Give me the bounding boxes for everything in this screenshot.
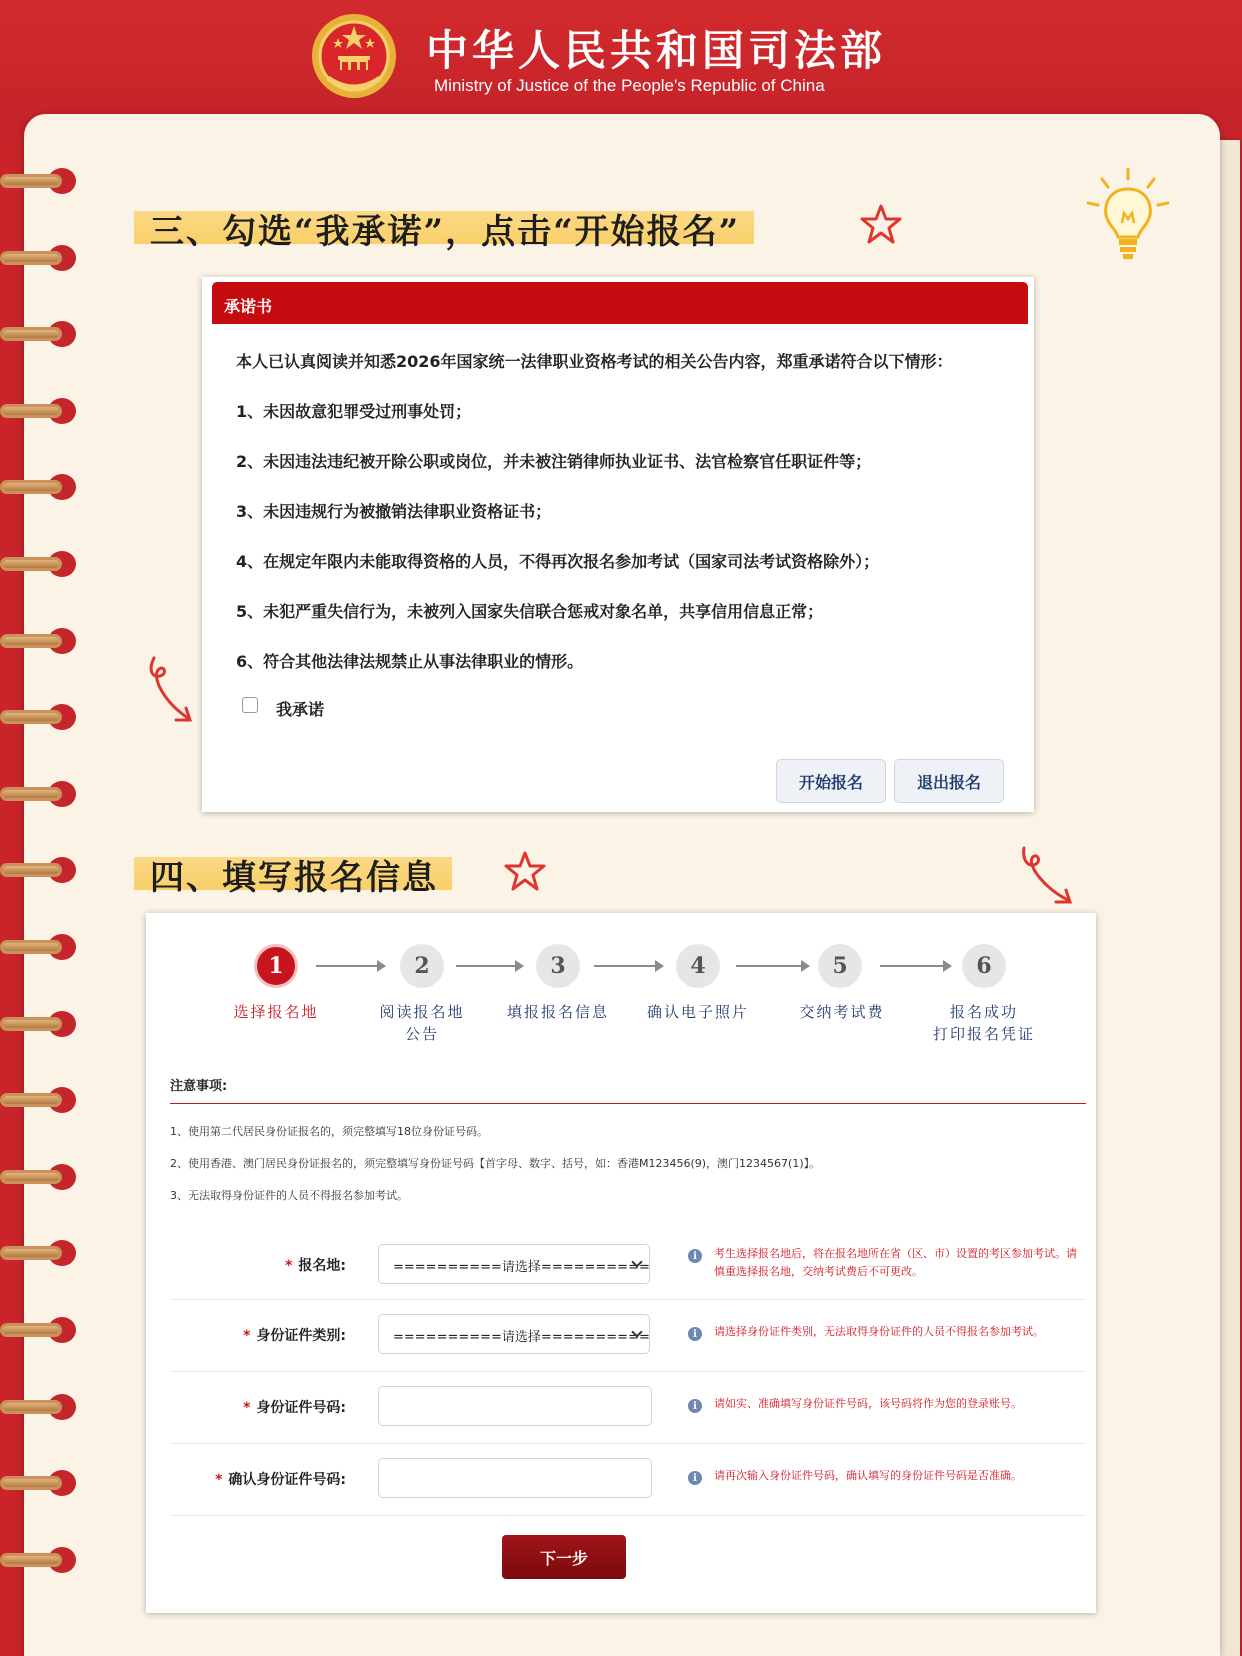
spiral-ring xyxy=(0,626,80,656)
step-4-label: 确认电子照片 xyxy=(646,1003,749,1021)
step-6-label: 报名成功 打印报名凭证 xyxy=(932,1003,1035,1043)
id-number-input[interactable] xyxy=(378,1386,652,1426)
registration-place-select[interactable]: ==========请选择========== xyxy=(378,1244,650,1284)
step-5-circle: 5 xyxy=(818,944,862,988)
curly-arrow-icon xyxy=(146,654,198,730)
registration-place-hint: 考生选择报名地后，将在报名地所在省（区、市）设置的考区参加考试。请慎重选择报名地，交纳考试费后不可更改。 xyxy=(714,1247,1077,1278)
id-number-hint: 请如实、准确填写身份证件号码，该号码将作为您的登录账号。 xyxy=(714,1397,1022,1410)
spiral-ring xyxy=(0,1162,80,1192)
id-type-select[interactable]: ==========请选择========== xyxy=(378,1314,650,1354)
row-divider xyxy=(170,1515,1086,1516)
notice-title: 注意事项: xyxy=(170,1079,228,1094)
spiral-ring xyxy=(0,1392,80,1422)
section3-title: 三、勾选“我承诺”，点击“开始报名” xyxy=(134,200,754,250)
pledge-item: 2、未因违法违纪被开除公职或岗位，并未被注销律师执业证书、法官检察官任职证件等； xyxy=(236,452,872,471)
step-6-circle: 6 xyxy=(962,944,1006,988)
pledge-dialog xyxy=(202,277,1034,812)
pledge-item: 3、未因违规行为被撤销法律职业资格证书； xyxy=(236,502,552,521)
step-2-circle: 2 xyxy=(400,944,444,988)
step-2-label: 阅读报名地 公告 xyxy=(379,1003,465,1043)
spiral-ring xyxy=(0,1009,80,1039)
spiral-ring xyxy=(0,1468,80,1498)
confirm-id-number-label: * 确认身份证件号码: xyxy=(215,1472,346,1488)
info-icon: i xyxy=(688,1327,702,1341)
spiral-ring xyxy=(0,1315,80,1345)
spiral-ring xyxy=(0,319,80,349)
row-divider xyxy=(170,1443,1086,1444)
pledge-item: 1、未因故意犯罪受过刑事处罚； xyxy=(236,402,472,421)
star-icon xyxy=(504,850,546,892)
confirm-id-number-hint: 请再次输入身份证件号码，确认填写的身份证件号码是否准确。 xyxy=(714,1469,1022,1482)
spiral-ring xyxy=(0,855,80,885)
row-divider xyxy=(170,1299,1086,1300)
section4-title: 四、填写报名信息 xyxy=(134,846,452,896)
step-1-circle: 1 xyxy=(254,944,298,988)
spiral-ring xyxy=(0,396,80,426)
confirm-id-number-input[interactable] xyxy=(378,1458,652,1498)
pledge-header: 承诺书 xyxy=(212,282,1028,324)
step-arrow xyxy=(456,965,522,967)
notice-divider xyxy=(170,1103,1086,1104)
curly-arrow-icon xyxy=(1020,844,1076,908)
id-type-label: * 身份证件类别: xyxy=(243,1328,346,1344)
info-icon: i xyxy=(688,1471,702,1485)
spiral-ring xyxy=(0,549,80,579)
notice-item: 2、使用香港、澳门居民身份证报名的，须完整填写身份证号码【首字母、数字、括号，如：香港M123456(9)，澳门1234567(1)】。 xyxy=(170,1157,821,1170)
exit-registration-button[interactable]: 退出报名 xyxy=(894,759,1004,803)
step-4-circle: 4 xyxy=(676,944,720,988)
next-step-button[interactable]: 下一步 xyxy=(502,1535,626,1579)
pledge-item: 5、未犯严重失信行为，未被列入国家失信联合惩戒对象名单，共享信用信息正常； xyxy=(236,602,824,621)
spiral-ring xyxy=(0,243,80,273)
step-arrow xyxy=(594,965,662,967)
ministry-title-cn: 中华人民共和国司法部 xyxy=(426,26,887,75)
spiral-ring xyxy=(0,1545,80,1575)
step-arrow xyxy=(736,965,808,967)
pledge-intro: 本人已认真阅读并知悉2026年国家统一法律职业资格考试的相关公告内容，郑重承诺符合以下情形： xyxy=(236,352,953,371)
info-icon: i xyxy=(688,1249,702,1263)
step-5-label: 交纳考试费 xyxy=(799,1003,885,1021)
lightbulb-icon xyxy=(1080,165,1176,265)
id-number-label: * 身份证件号码: xyxy=(243,1400,346,1416)
ministry-title-en: Ministry of Justice of the People's Republic of China xyxy=(434,76,825,95)
spiral-ring xyxy=(0,1238,80,1268)
step-arrow xyxy=(880,965,950,967)
pledge-checkbox-label[interactable]: 我承诺 xyxy=(276,700,325,719)
spiral-ring xyxy=(0,779,80,809)
registration-place-label: * 报名地: xyxy=(285,1258,346,1274)
step-1-label: 选择报名地 xyxy=(233,1003,319,1021)
site-header xyxy=(0,0,1242,130)
spiral-ring xyxy=(0,932,80,962)
info-icon: i xyxy=(688,1399,702,1413)
spiral-ring xyxy=(0,166,80,196)
star-icon xyxy=(860,203,902,245)
spiral-ring xyxy=(0,472,80,502)
pledge-checkbox[interactable] xyxy=(242,697,258,713)
row-divider xyxy=(170,1371,1086,1372)
notice-item: 1、使用第二代居民身份证报名的，须完整填写18位身份证号码。 xyxy=(170,1125,488,1138)
national-emblem-icon xyxy=(310,12,398,100)
pledge-item: 6、符合其他法律法规禁止从事法律职业的情形。 xyxy=(236,652,584,671)
spiral-ring xyxy=(0,1085,80,1115)
start-registration-button[interactable]: 开始报名 xyxy=(776,759,886,803)
registration-form-card xyxy=(146,913,1096,1613)
id-type-hint: 请选择身份证件类别，无法取得身份证件的人员不得报名参加考试。 xyxy=(714,1325,1044,1338)
spiral-ring xyxy=(0,702,80,732)
step-3-label: 填报报名信息 xyxy=(506,1003,609,1021)
step-3-circle: 3 xyxy=(536,944,580,988)
step-arrow xyxy=(316,965,384,967)
pledge-item: 4、在规定年限内未能取得资格的人员，不得再次报名参加考试（国家司法考试资格除外）； xyxy=(236,552,880,571)
notice-item: 3、无法取得身份证件的人员不得报名参加考试。 xyxy=(170,1189,408,1202)
